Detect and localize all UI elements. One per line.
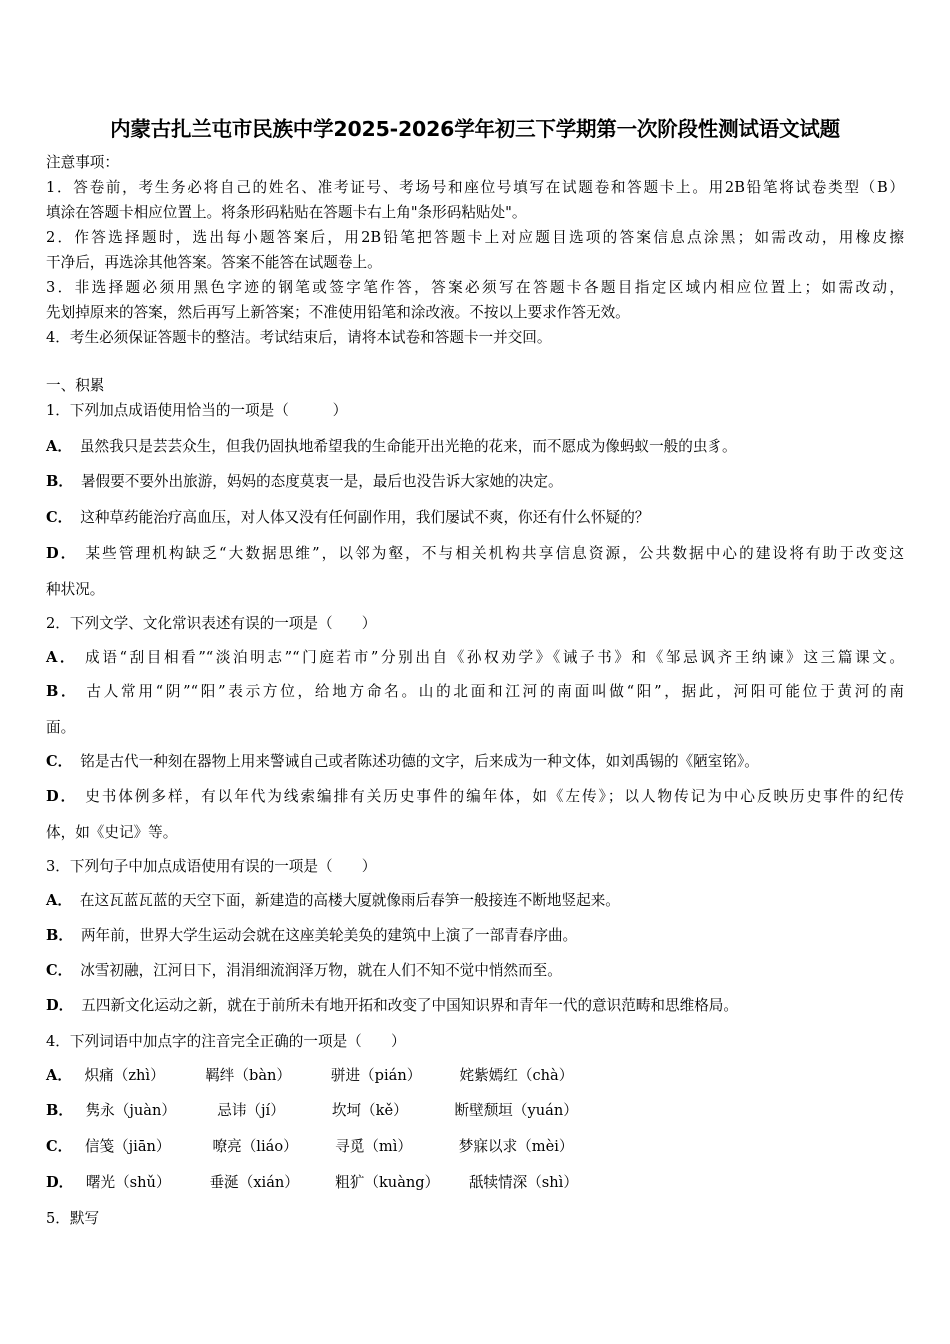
- q3-stem: 3．下列句子中加点成语使用有误的一项是（ ）: [46, 858, 377, 875]
- word-item: 舐犊情深（shì）: [468, 1174, 578, 1191]
- option-label: C．: [46, 1138, 73, 1155]
- q4-option-a: [46, 1067, 573, 1085]
- word-item: 嘹亮（liáo）: [212, 1138, 298, 1155]
- word-item: 垂涎（xián）: [209, 1174, 299, 1191]
- page-title: 内蒙古扎兰屯市民族中学2025-2026学年初三下学期第一次阶段性测试语文试题: [110, 117, 840, 141]
- option-text: 两年前，世界大学生运动会就在这座美轮美奂的建筑中上演了一部青春序曲。: [80, 927, 578, 944]
- word-item: 坎坷（kě）: [331, 1102, 408, 1119]
- word-item: 梦寐以求（mèi）: [458, 1138, 574, 1155]
- option-label: A．: [46, 438, 72, 455]
- option-label: C．: [46, 962, 73, 979]
- q4-option-c: [46, 1138, 574, 1156]
- word-item: 断壁颓垣（yuán）: [454, 1102, 578, 1119]
- q3-option-d: [46, 997, 738, 1015]
- notice-line-6: 先划掉原来的答案，然后再写上新答案；不准使用铅笔和涂改液。不按以上要求作答无效。: [46, 304, 630, 321]
- notice-line-4: 干净后，再选涂其他答案。答案不能答在试题卷上。: [46, 254, 382, 271]
- notice-line-2: 填涂在答题卡相应位置上。将条形码粘贴在答题卡右上角"条形码粘贴处"。: [46, 204, 527, 221]
- word-item: 曙光（shǔ）: [85, 1174, 171, 1191]
- option-text: 成语“刮目相看”“淡泊明志”“门庭若市”分别出自《孙权劝学》《诫子书》和《邹忌讽齐王纳谏》这三篇课文。: [85, 649, 905, 666]
- q4-option-b: [46, 1102, 578, 1120]
- q3-option-a: [46, 892, 620, 910]
- word-item: 姹紫嫣红（chà）: [459, 1067, 574, 1084]
- option-label: A．: [46, 1067, 72, 1084]
- q1-stem: 1．下列加点成语使用恰当的一项是（ ）: [46, 402, 348, 419]
- q1-option-c: [46, 509, 649, 527]
- option-text: 古人常用“阴”“阳”表示方位，给地方命名。山的北面和江河的南面叫做“阳”，据此，河阳可能位于黄河的南: [86, 683, 904, 700]
- option-label: B．: [46, 473, 73, 490]
- word-item: 炽痛（zhì）: [84, 1067, 165, 1084]
- option-text: 某些管理机构缺乏“大数据思维”，以邻为壑，不与相关机构共享信息资源，公共数据中心的建设将有助于改变这: [85, 545, 904, 562]
- q2-stem: 2．下列文学、文化常识表述有误的一项是（ ）: [46, 615, 377, 632]
- q3-option-b: [46, 927, 577, 945]
- q2-option-a: [46, 649, 904, 667]
- option-text: 五四新文化运动之新，就在于前所未有地开拓和改变了中国知识界和青年一代的意识范畴和思维格局。: [81, 997, 738, 1014]
- q5-stem: 5．默写: [46, 1210, 100, 1227]
- option-label: A．: [46, 892, 72, 909]
- q4-stem: 4．下列词语中加点字的注音完全正确的一项是（ ）: [46, 1033, 406, 1050]
- q1-option-d: [46, 545, 904, 563]
- q2-option-d: [46, 788, 904, 806]
- option-label: D．: [46, 1174, 74, 1191]
- option-label: B．: [46, 1102, 73, 1119]
- word-item: 信笺（jiān）: [84, 1138, 171, 1155]
- option-label: C．: [46, 753, 73, 770]
- word-item: 羁绊（bàn）: [205, 1067, 292, 1084]
- option-text: 在这瓦蓝瓦蓝的天空下面，新建造的高楼大厦就像雨后春笋一般接连不断地竖起来。: [79, 892, 620, 909]
- option-text: 冰雪初融，江河日下，涓涓细流润泽万物，就在人们不知不觉中悄然而至。: [80, 962, 562, 979]
- word-item: 粗犷（kuàng）: [335, 1174, 440, 1191]
- option-label: B．: [46, 927, 73, 944]
- option-text: 虽然我只是芸芸众生，但我仍固执地希望我的生命能开出光艳的花来，而不愿成为像蚂蚁一般的虫豸。: [79, 438, 737, 455]
- option-text: 史书体例多样，有以年代为线索编排有关历史事件的编年体，如《左传》；以人物传记为中心反映历史事件的纪传: [85, 788, 904, 805]
- q1-option-a: [46, 438, 737, 456]
- option-text: 铭是古代一种刻在器物上用来警诫自己或者陈述功德的文字，后来成为一种文体，如刘禹锡的《陋室铭》。: [80, 753, 759, 770]
- option-label: D．: [46, 788, 78, 805]
- q2-option-b-cont: 面。: [46, 719, 76, 736]
- q4-option-d: [46, 1174, 578, 1192]
- word-item: 骈进（pián）: [330, 1067, 422, 1084]
- q2-option-b: [46, 683, 904, 701]
- notice-line-7: 4．考生必须保证答题卡的整洁。考试结束后，请将本试卷和答题卡一并交回。: [46, 329, 552, 346]
- q3-option-c: [46, 962, 562, 980]
- option-text: 暑假要不要外出旅游，妈妈的态度莫衷一是，最后也没告诉大家她的决定。: [80, 473, 563, 490]
- word-item: 寻觅（mì）: [335, 1138, 413, 1155]
- q1-option-b: [46, 473, 563, 491]
- notice-heading: 注意事项：: [46, 154, 119, 171]
- option-label: B．: [46, 683, 79, 700]
- notice-line-1: 1．答卷前，考生务必将自己的姓名、准考证号、考场号和座位号填写在试题卷和答题卡上。用2B铅笔将试卷类型（B）: [46, 179, 904, 196]
- q1-option-d-cont: 种状况。: [46, 581, 105, 598]
- option-label: C．: [46, 509, 73, 526]
- option-text: 这种草药能治疗高血压，对人体又没有任何副作用，我们屡试不爽，你还有什么怀疑的？: [80, 509, 650, 526]
- q2-option-c: [46, 753, 759, 771]
- notice-line-3: 2．作答选择题时，选出每小题答案后，用2B铅笔把答题卡上对应题目选项的答案信息点涂黑；如需改动，用橡皮擦: [46, 229, 904, 246]
- option-label: D．: [46, 997, 74, 1014]
- notice-line-5: 3．非选择题必须用黑色字迹的钢笔或签字笔作答，答案必须写在答题卡各题目指定区域内相应位置上；如需改动，: [46, 279, 904, 296]
- option-label: A．: [46, 649, 78, 666]
- q2-option-d-cont: 体，如《史记》等。: [46, 824, 178, 841]
- word-item: 忌讳（jí）: [217, 1102, 285, 1119]
- option-label: D．: [46, 545, 78, 562]
- section-heading: 一、积累: [46, 377, 105, 394]
- word-item: 隽永（juàn）: [85, 1102, 176, 1119]
